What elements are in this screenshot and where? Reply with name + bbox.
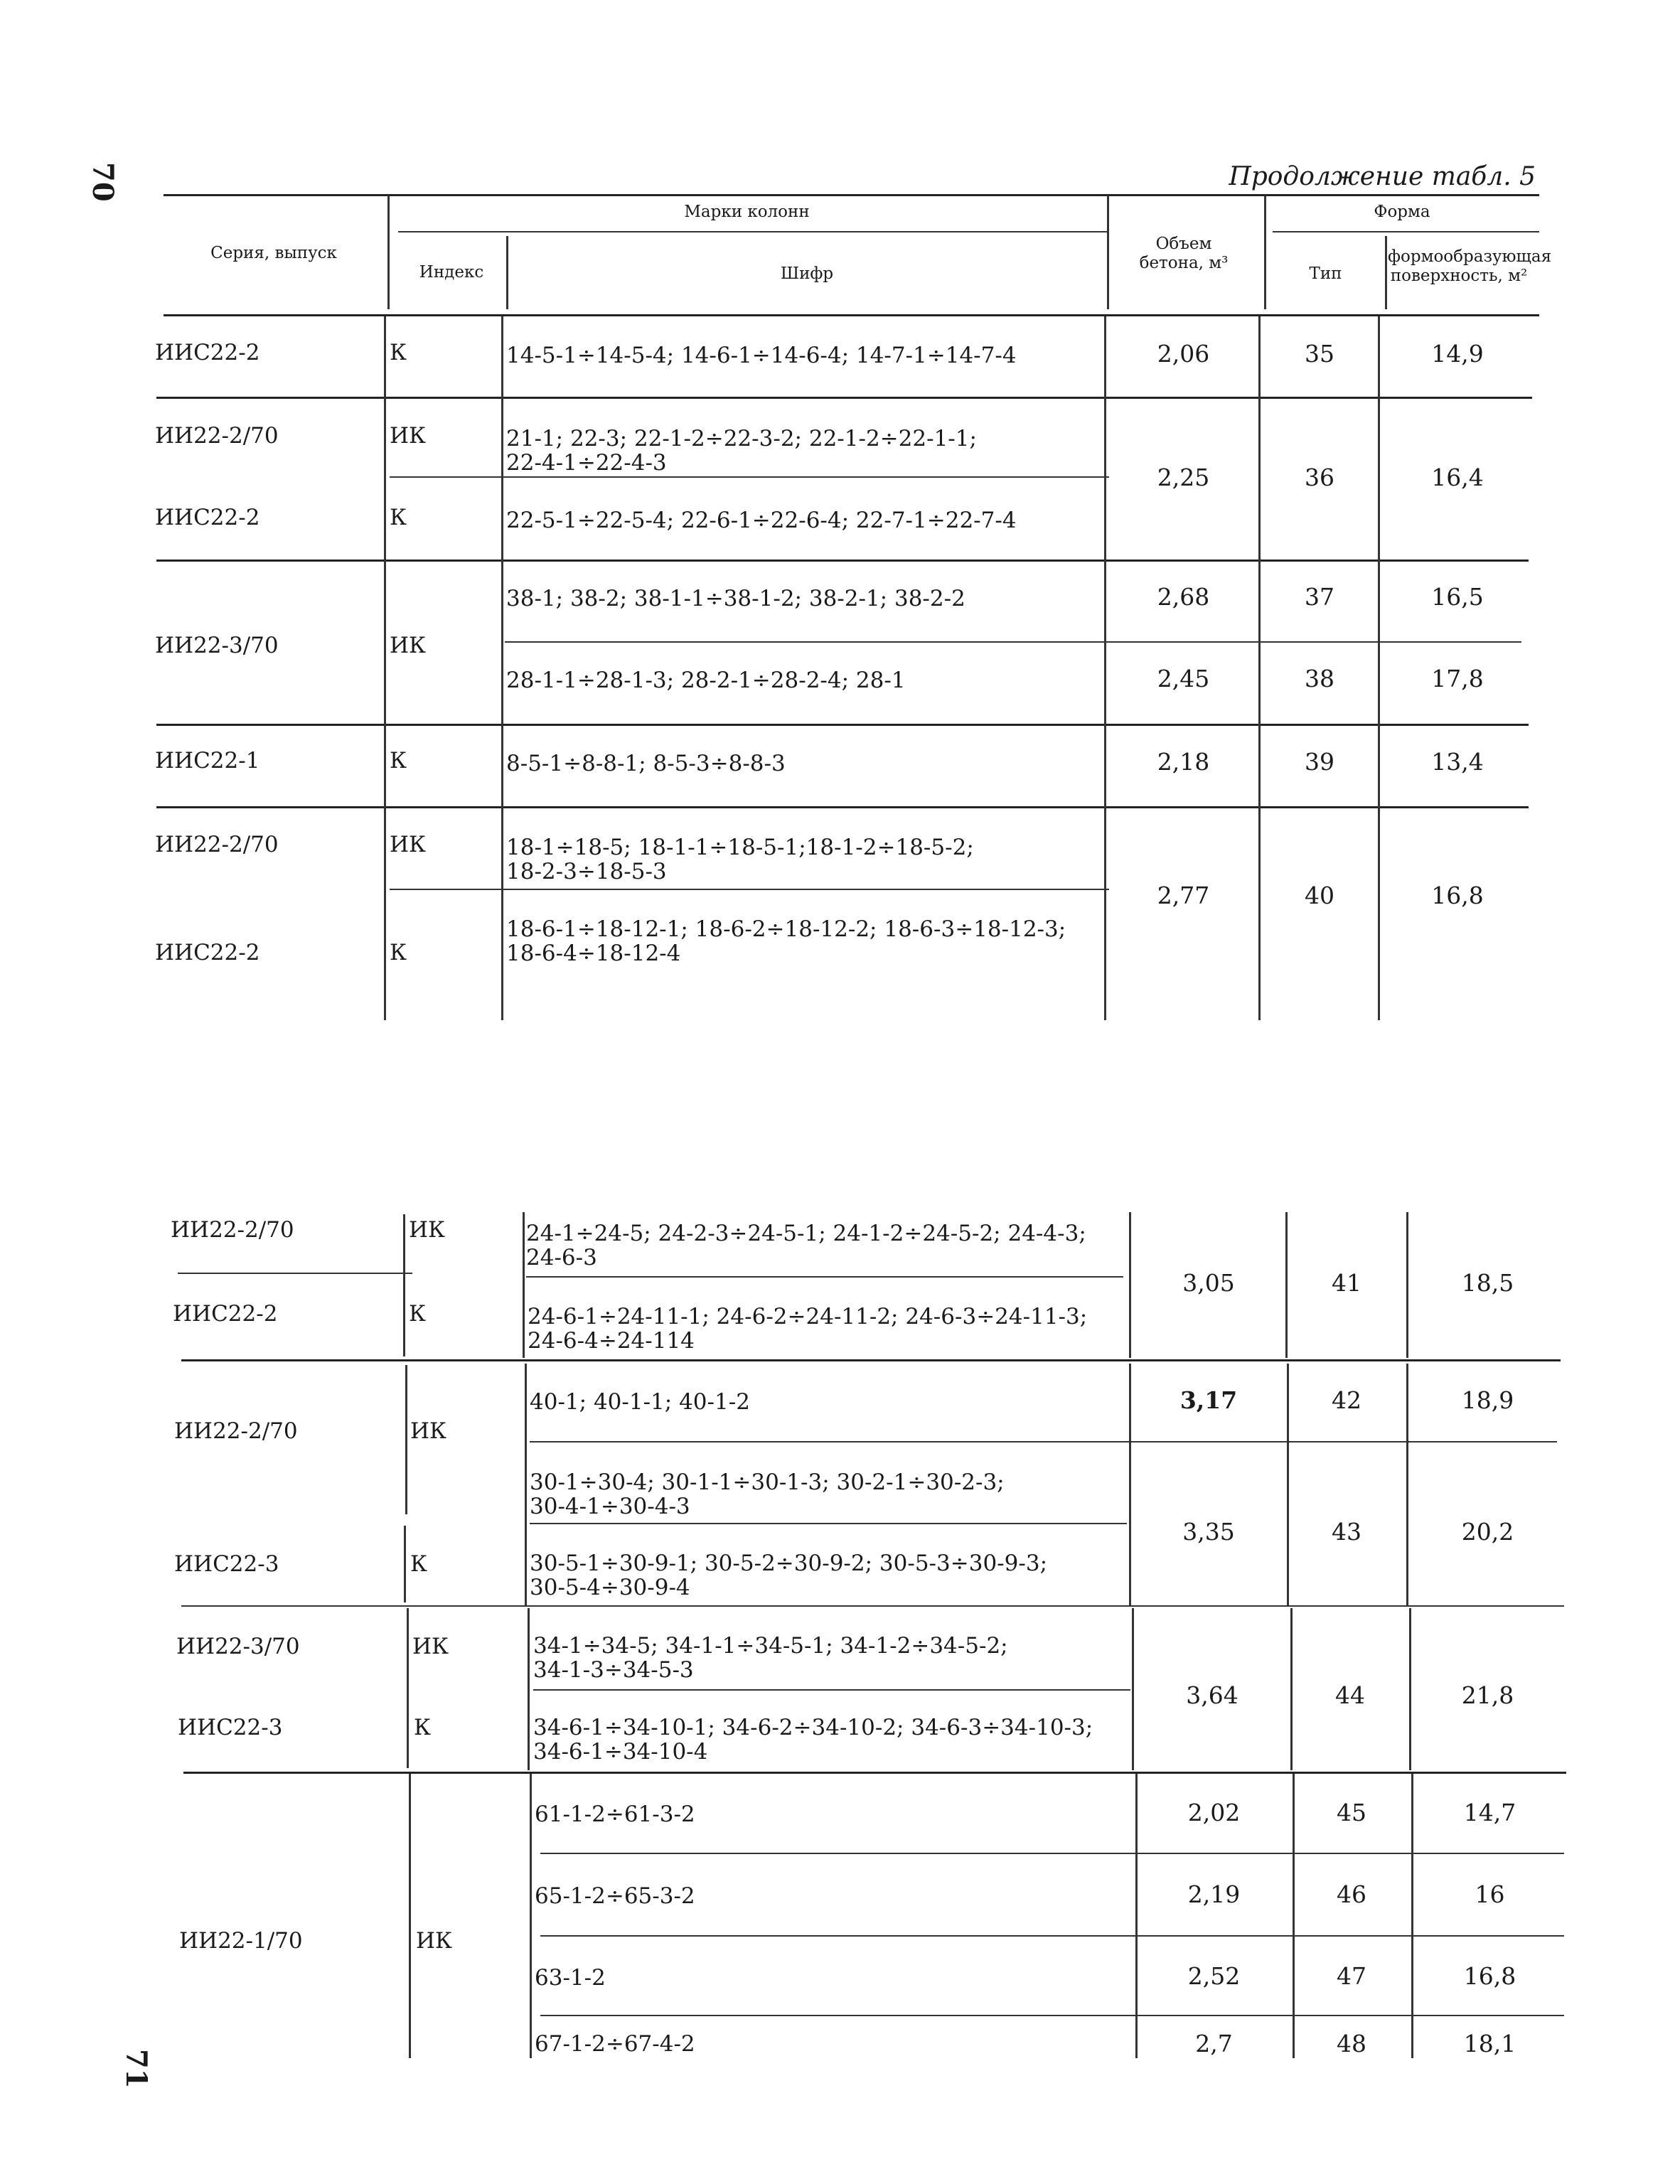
row-rule bbox=[156, 806, 1529, 808]
header-cipher: Шифр bbox=[780, 264, 834, 283]
index-cell: ИК bbox=[412, 1634, 449, 1659]
page-number-top: 70 bbox=[86, 162, 119, 202]
inner-rule bbox=[533, 1689, 1130, 1691]
top-rule bbox=[164, 194, 1539, 196]
row-rule bbox=[181, 1359, 1561, 1361]
header-series: Серия, выпуск bbox=[210, 244, 337, 262]
inner-rule bbox=[540, 1935, 1564, 1937]
index-cell: ИК bbox=[409, 1217, 446, 1243]
header-form: Форма bbox=[1374, 203, 1430, 221]
col-rule bbox=[501, 316, 503, 1020]
type-cell: 41 bbox=[1332, 1269, 1361, 1297]
index-cell: ИК bbox=[410, 1418, 447, 1444]
surface-cell: 16,8 bbox=[1431, 882, 1484, 909]
inner-rule bbox=[530, 1441, 1557, 1442]
series-cell: ИИС22-3 bbox=[178, 1715, 283, 1740]
header-volume: Объем бетона, м³ bbox=[1139, 235, 1229, 272]
surface-cell: 17,8 bbox=[1431, 665, 1484, 692]
type-cell: 36 bbox=[1305, 464, 1334, 491]
cipher-cell: 63-1-2 bbox=[535, 1965, 606, 1991]
row-rule bbox=[156, 724, 1529, 726]
series-cell: ИИС22-2 bbox=[155, 940, 260, 965]
page-number-bottom: 71 bbox=[119, 2049, 153, 2089]
index-cell: К bbox=[410, 1551, 427, 1577]
type-cell: 46 bbox=[1337, 1880, 1366, 1908]
col-rule bbox=[1378, 316, 1380, 1020]
cipher-cell: 30-5-1÷30-9-1; 30-5-2÷30-9-2; 30-5-3÷30-9-3; 30-5-4÷30-9-4 bbox=[530, 1551, 1048, 1600]
series-cell: ИИС22-1 bbox=[155, 748, 260, 774]
col-rule bbox=[407, 1608, 409, 1768]
header-surface: формообразующая поверхность, м² bbox=[1388, 247, 1552, 285]
volume-cell: 2,25 bbox=[1157, 464, 1210, 491]
cipher-cell: 28-1-1÷28-1-3; 28-2-1÷28-2-4; 28-1 bbox=[506, 668, 906, 693]
inner-rule bbox=[178, 1273, 412, 1274]
header-marks: Марки колонн bbox=[684, 203, 810, 221]
col-rule bbox=[1264, 196, 1266, 309]
volume-cell: 3,64 bbox=[1186, 1681, 1238, 1709]
volume-cell: 3,05 bbox=[1182, 1269, 1235, 1297]
volume-cell: 2,45 bbox=[1157, 665, 1210, 692]
volume-cell: 3,35 bbox=[1182, 1518, 1235, 1546]
col-rule bbox=[1287, 1364, 1289, 1605]
index-cell: К bbox=[390, 940, 407, 965]
cipher-cell: 34-1÷34-5; 34-1-1÷34-5-1; 34-1-2÷34-5-2; 34-1-3÷34-5-3 bbox=[533, 1633, 1008, 1683]
inner-rule bbox=[526, 1276, 1123, 1278]
col-rule bbox=[1385, 236, 1387, 309]
inner-rule bbox=[530, 1523, 1127, 1524]
series-cell: ИИ22-3/70 bbox=[176, 1634, 300, 1659]
cipher-cell: 65-1-2÷65-3-2 bbox=[535, 1883, 695, 1909]
volume-cell: 2,77 bbox=[1157, 882, 1210, 909]
index-cell: ИК bbox=[390, 832, 427, 857]
volume-cell: 2,02 bbox=[1187, 1799, 1241, 1826]
series-cell: ИИ22-3/70 bbox=[155, 633, 279, 658]
row-rule bbox=[156, 397, 1532, 399]
surface-cell: 18,5 bbox=[1461, 1269, 1514, 1297]
inner-rule bbox=[540, 2015, 1564, 2016]
series-cell: ИИС22-3 bbox=[174, 1551, 279, 1577]
surface-cell: 14,9 bbox=[1431, 340, 1484, 368]
type-cell: 42 bbox=[1332, 1386, 1361, 1414]
inner-rule bbox=[540, 1853, 1564, 1854]
index-cell: К bbox=[414, 1715, 431, 1740]
index-cell: ИК bbox=[416, 1928, 453, 1954]
col-rule bbox=[1406, 1212, 1408, 1358]
surface-cell: 20,2 bbox=[1461, 1518, 1514, 1546]
cipher-cell: 18-6-1÷18-12-1; 18-6-2÷18-12-2; 18-6-3÷18-12-3; 18-6-4÷18-12-4 bbox=[506, 916, 1066, 966]
surface-cell: 16,5 bbox=[1431, 583, 1484, 611]
series-cell: ИИ22-2/70 bbox=[174, 1418, 298, 1444]
cipher-cell: 8-5-1÷8-8-1; 8-5-3÷8-8-3 bbox=[506, 751, 786, 776]
index-cell: К bbox=[409, 1301, 426, 1327]
col-rule bbox=[1129, 1364, 1131, 1605]
type-cell: 45 bbox=[1337, 1799, 1366, 1826]
type-cell: 38 bbox=[1305, 665, 1334, 692]
col-rule bbox=[1406, 1364, 1408, 1605]
col-rule bbox=[1107, 196, 1109, 309]
type-cell: 37 bbox=[1305, 583, 1334, 611]
col-rule bbox=[1285, 1212, 1288, 1358]
volume-cell: 2,68 bbox=[1157, 583, 1210, 611]
cipher-cell: 22-5-1÷22-5-4; 22-6-1÷22-6-4; 22-7-1÷22-7-4 bbox=[506, 508, 1017, 533]
type-cell: 43 bbox=[1332, 1518, 1361, 1546]
cipher-cell: 40-1; 40-1-1; 40-1-2 bbox=[530, 1389, 750, 1415]
series-cell: ИИ22-2/70 bbox=[155, 832, 279, 857]
col-rule bbox=[404, 1526, 406, 1602]
type-cell: 35 bbox=[1305, 340, 1334, 368]
volume-cell: 2,18 bbox=[1157, 748, 1210, 776]
col-rule bbox=[530, 1774, 532, 2058]
volume-cell: 2,19 bbox=[1187, 1880, 1241, 1908]
surface-cell: 14,7 bbox=[1463, 1799, 1516, 1826]
cipher-cell: 30-1÷30-4; 30-1-1÷30-1-3; 30-2-1÷30-2-3; 30-4-1÷30-4-3 bbox=[530, 1470, 1005, 1519]
cipher-cell: 24-1÷24-5; 24-2-3÷24-5-1; 24-1-2÷24-5-2; 24-4-3; 24-6-3 bbox=[526, 1221, 1086, 1270]
col-rule bbox=[528, 1608, 530, 1770]
series-cell: ИИС22-2 bbox=[173, 1301, 278, 1327]
row-rule bbox=[156, 560, 1529, 562]
col-rule bbox=[1129, 1212, 1131, 1358]
row-rule bbox=[183, 1772, 1566, 1774]
volume-cell: 2,06 bbox=[1157, 340, 1210, 368]
col-rule bbox=[1104, 316, 1106, 1020]
header-sub-rule bbox=[398, 231, 1109, 232]
series-cell: ИИС22-2 bbox=[155, 505, 260, 530]
cipher-cell: 18-1÷18-5; 18-1-1÷18-5-1;18-1-2÷18-5-2; 18-2-3÷18-5-3 bbox=[506, 835, 974, 884]
cipher-cell: 34-6-1÷34-10-1; 34-6-2÷34-10-2; 34-6-3÷34-10-3; 34-6-1÷34-10-4 bbox=[533, 1715, 1093, 1765]
surface-cell: 16,4 bbox=[1431, 464, 1484, 491]
header-index: Индекс bbox=[419, 263, 484, 282]
type-cell: 44 bbox=[1335, 1681, 1365, 1709]
index-cell: К bbox=[390, 340, 407, 365]
index-cell: К bbox=[390, 505, 407, 530]
col-rule bbox=[1132, 1608, 1134, 1770]
cipher-cell: 61-1-2÷61-3-2 bbox=[535, 1802, 695, 1827]
type-cell: 47 bbox=[1337, 1962, 1366, 1990]
cipher-cell: 14-5-1÷14-5-4; 14-6-1÷14-6-4; 14-7-1÷14-7-4 bbox=[506, 343, 1017, 368]
col-rule bbox=[403, 1214, 405, 1356]
col-rule bbox=[525, 1364, 527, 1605]
cipher-cell: 24-6-1÷24-11-1; 24-6-2÷24-11-2; 24-6-3÷24-11-3; 24-6-4÷24-114 bbox=[528, 1304, 1088, 1354]
volume-cell: 2,7 bbox=[1195, 2030, 1233, 2057]
index-cell: ИК bbox=[390, 423, 427, 449]
surface-cell: 13,4 bbox=[1431, 748, 1484, 776]
table-caption: Продолжение табл. 5 bbox=[1229, 162, 1536, 191]
surface-cell: 21,8 bbox=[1461, 1681, 1514, 1709]
inner-rule bbox=[390, 476, 1109, 478]
index-cell: К bbox=[390, 748, 407, 774]
inner-rule bbox=[390, 889, 1109, 890]
cipher-cell: 67-1-2÷67-4-2 bbox=[535, 2031, 695, 2057]
header-sub-rule bbox=[1273, 231, 1539, 232]
header-type: Тип bbox=[1309, 264, 1342, 283]
col-rule bbox=[405, 1365, 407, 1514]
series-cell: ИИС22-2 bbox=[155, 340, 260, 365]
inner-rule bbox=[181, 1605, 1564, 1607]
series-cell: ИИ22-2/70 bbox=[171, 1217, 294, 1243]
col-rule bbox=[409, 1774, 411, 2058]
type-cell: 48 bbox=[1337, 2030, 1366, 2057]
type-cell: 39 bbox=[1305, 748, 1334, 776]
surface-cell: 16,8 bbox=[1463, 1962, 1516, 1990]
col-rule bbox=[523, 1212, 525, 1358]
surface-cell: 18,1 bbox=[1463, 2030, 1516, 2057]
volume-cell: 3,17 bbox=[1179, 1386, 1238, 1414]
series-cell: ИИ22-2/70 bbox=[155, 423, 279, 449]
surface-cell: 16 bbox=[1475, 1880, 1505, 1908]
cipher-cell: 21-1; 22-3; 22-1-2÷22-3-2; 22-1-2÷22-1-1; 22-4-1÷22-4-3 bbox=[506, 426, 977, 476]
cipher-cell: 38-1; 38-2; 38-1-1÷38-1-2; 38-2-1; 38-2-2 bbox=[506, 586, 965, 611]
col-rule bbox=[1258, 316, 1261, 1020]
volume-cell: 2,52 bbox=[1187, 1962, 1241, 1990]
type-cell: 40 bbox=[1305, 882, 1334, 909]
index-cell: ИК bbox=[390, 633, 427, 658]
inner-rule bbox=[505, 641, 1521, 643]
surface-cell: 18,9 bbox=[1461, 1386, 1514, 1414]
header-bottom-rule bbox=[164, 314, 1539, 316]
series-cell: ИИ22-1/70 bbox=[179, 1928, 303, 1954]
col-rule bbox=[384, 316, 386, 1020]
